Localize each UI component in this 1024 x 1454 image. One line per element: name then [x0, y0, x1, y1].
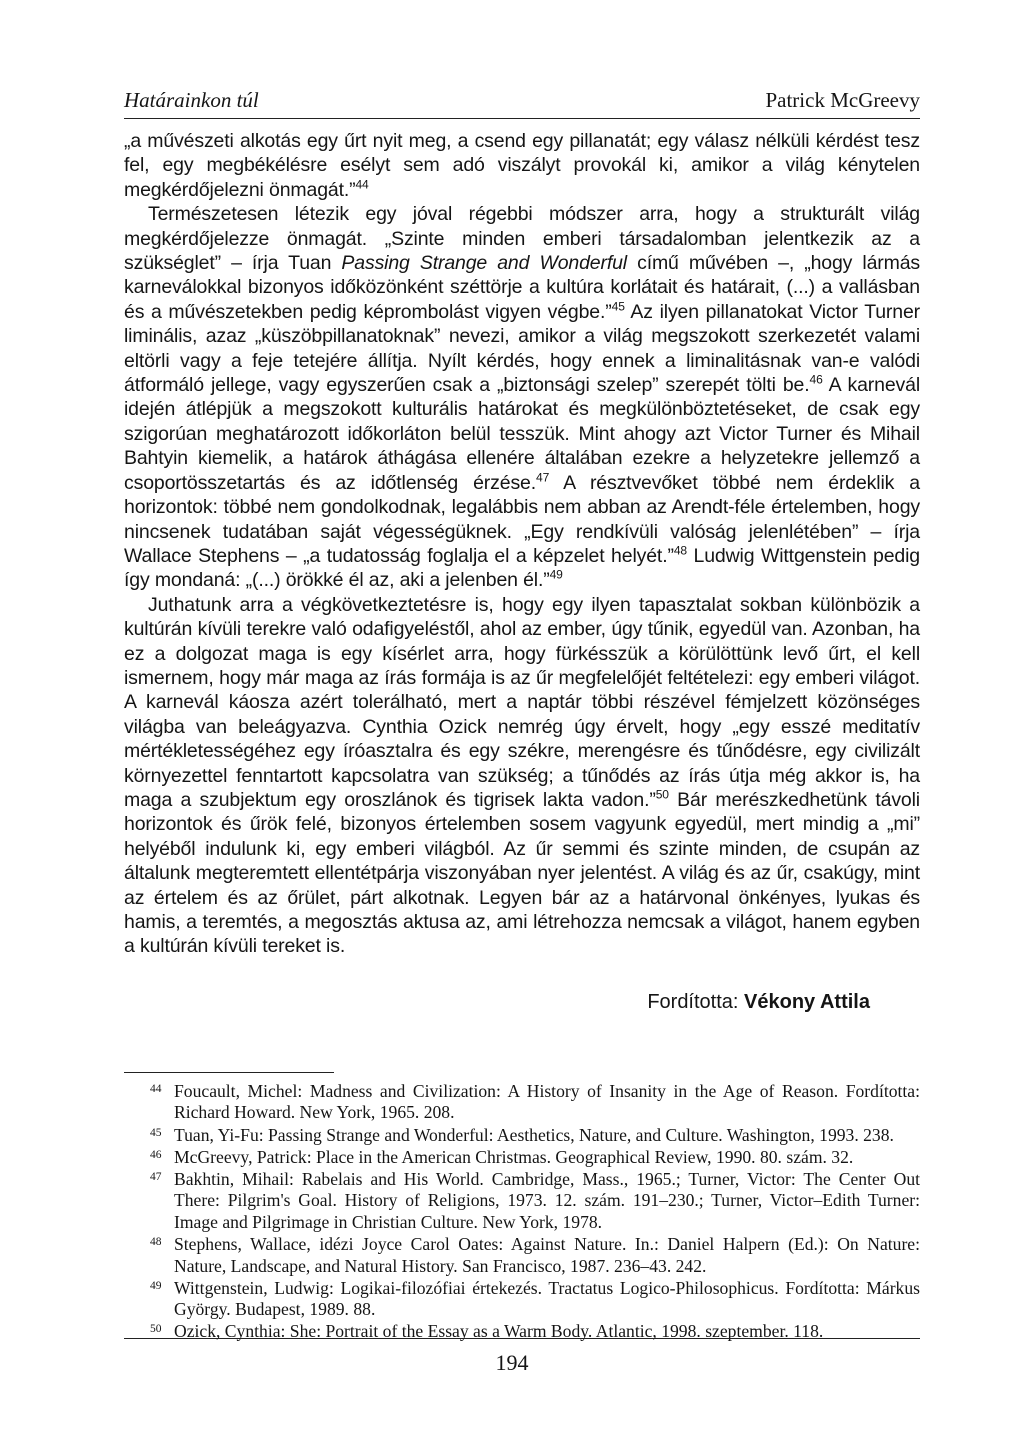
footnote-text: McGreevy, Patrick: Place in the American Christmas. Geographical Review, 1990. 80. szám. 32.	[174, 1146, 854, 1167]
text-run: Az ilyen pillanatokat Victor Turner liminális, azaz „küszöbpillanatoknak” nevezi, amikor a világ megszokott szerkezetét valami eltörli vagy a feje tetejére állítja. Nyílt kérdés, hogy ennek a liminalitásnak van-e valódi átformáló jellege, vagy egyszerűen csak a „biztonsági szelep” szerepét tölti be.	[124, 300, 921, 397]
footnote-number: 47	[150, 1170, 162, 1183]
footer-rule	[124, 1338, 920, 1339]
footnote-ref: 47	[536, 470, 550, 485]
footnote-text: Wittgenstein, Ludwig: Logikai-filozófiai értekezés. Tractatus Logico-Philosophicus. Fordította: Márkus György. Budapest, 1989. 88.	[174, 1277, 920, 1320]
footnote-text: Ozick, Cynthia: She: Portrait of the Essay as a Warm Body. Atlantic, 1998. szeptember. 118.	[174, 1321, 824, 1342]
footnote-ref: 46	[809, 372, 823, 387]
footnote-text: Foucault, Michel: Madness and Civilization: A History of Insanity in the Age of Reason. Fordította: Richard Howard. New York, 1965. 208.	[174, 1080, 920, 1123]
footnote-ref: 44	[355, 177, 369, 192]
text-run: Ludwig Wittgenstein pedig így mondaná: „(...) örökké él az, aki a jelenben él.”	[124, 544, 920, 592]
text-run: „a művészeti alkotás egy űrt nyit meg, a csend egy pillanatát; egy válasz nélküli kérdést tesz fel, egy megbékélésre esélyt sem adó viszályt provokál ki, amikor a világ kénytelen megkérdőjelezni önmagát.”	[124, 130, 920, 201]
footnote-separator	[124, 1072, 334, 1073]
page	[124, 88, 920, 1343]
text-run: A karnevál idején átlépjük a megszokott kulturális határokat és megkülönböztetéseket, de csak egy szigorúan meghatározott időkorláton belül tesszük. Mint ahogy azt Victor Turner és Mihail Bahtyin kiemelik, a határok áthágása ellenére általában ezekre a helyzetekre jellemző a csoportösszetartás és az időtlenség érzése.	[124, 374, 921, 494]
body-paragraph	[124, 593, 920, 959]
footnote-item	[124, 1234, 920, 1277]
text-run: A résztvevőket többé nem érdeklik a horizontok: többé nem gondolkodnak, legalábbis nem abban az Arendt-féle értelemben, hogy nincsenek tudatában saját végességüknek. „Egy rendkívüli valóság jelenlétében” – írja Wallace Stephens – „a tudatosság foglalja el a képzelet helyét.”	[124, 471, 920, 567]
footnote-number: 46	[150, 1148, 162, 1161]
footnote-item	[124, 1125, 920, 1147]
footnote-number: 49	[150, 1279, 162, 1292]
book-title: Passing Strange and Wonderful	[341, 252, 627, 275]
article-body	[124, 129, 920, 959]
text-run: Juthatunk arra a végkövetkeztetésre is, hogy egy ilyen tapasztalat sokban különbözik a kultúrán kívüli terekre való odafigyeléstől, ahol az ember, úgy tűnik, egyedül van. Azonban, ha ez a dolgozat maga is egy kísérlet arra, hogy fürkésszük a körülöttünk levő űrt, el kell ismernem, hogy már maga az írás formája is az űr megfelelőjét feltételezi: egy emberi világot. A karnevál káosza azért tolerálható, mert a naptár többi részével fémjelzett közönséges világba van beleágyazva. Cynthia Ozick nemrég úgy érvelt, hogy „egy esszé meditatív mértékletességéhez egy íróasztalra és egy székre, merengésre és tűnődésre, egy civilizált környezettel fenntartott kapcsolatra van szükség; a tűnődés az írás útja még akkor is, ha maga a szubjektum egy oroszlánok és tigrisek lakta vadon.”	[124, 593, 920, 811]
footnote-text: Tuan, Yi-Fu: Passing Strange and Wonderful: Aesthetics, Nature, and Culture. Washington, 1993. 238.	[174, 1124, 894, 1145]
footnote-item	[124, 1169, 920, 1234]
body-paragraph	[124, 129, 920, 202]
running-header	[124, 88, 920, 119]
footnote-item	[124, 1081, 920, 1124]
body-paragraph	[124, 202, 920, 593]
translator-credit	[124, 991, 920, 1014]
header-title: Határainkon túl	[124, 88, 259, 112]
footnote-ref: 49	[549, 567, 563, 582]
translator-label: Fordította:	[647, 990, 745, 1013]
translator-name: Vékony Attila	[744, 990, 870, 1013]
footnote-number: 48	[150, 1235, 162, 1248]
footnote-text: Bakhtin, Mihail: Rabelais and His World. Cambridge, Mass., 1965.; Turner, Victor: The Center Out There: Pilgrim's Goal. History of Religions, 1973. 12. szám. 191–230.; Turner, Victor–Edith Turner: Image and Pilgrimage in Christian Culture. New York, 1978.	[174, 1168, 920, 1232]
footnote-number: 45	[150, 1126, 162, 1139]
footnote-ref: 50	[655, 787, 669, 802]
footnote-item	[124, 1278, 920, 1321]
header-author: Patrick McGreevy	[765, 88, 920, 112]
text-run: Bár merészkedhetünk távoli horizontok és űrök felé, bizonyos értelemben sosem vagyunk egyedül, mert mindig a „mi” helyéből indulunk ki, egy emberi világból. Az űr semmi és szinte minden, de csupán az általunk megteremtett ellentétpárja viszonyában nyer jelentést. A világ és az űr, csakúgy, mint az értelem és az őrület, párt alkotnak. Legyen bár az a határvonal önkényes, lyukas és hamis, a teremtés, a megosztás aktusa az, ami létrehozza nemcsak a világot, hanem egyben a kultúrán kívüli tereket is.	[124, 788, 920, 958]
footnote-text: Stephens, Wallace, idézi Joyce Carol Oates: Against Nature. In.: Daniel Halpern (Ed.): On Nature: Nature, Landscape, and Natural History. San Francisco, 1987. 236–43. 242.	[174, 1233, 920, 1276]
footnote-number: 44	[150, 1082, 162, 1095]
footnote-number: 50	[150, 1323, 162, 1336]
footnote-ref: 45	[611, 299, 625, 314]
text-run: című művében –, „hogy lármás karneválokkal bizonyos időközönként széttörje a kultúra korlátait és határait, (...) a vallásban és a művészetekben pedig képrombolást vigyen végbe.”	[124, 252, 921, 323]
footnote-item	[124, 1321, 920, 1343]
footnote-item	[124, 1147, 920, 1169]
page-number: 194	[495, 1350, 529, 1375]
footnote-ref: 48	[673, 543, 687, 558]
footnotes	[124, 1081, 920, 1343]
text-run: Természetesen létezik egy jóval régebbi módszer arra, hogy a strukturált világ megkérdőjelezze önmagát. „Szinte minden emberi társadalomban jelentkezik az a szükséglet” – írja Tuan	[124, 203, 920, 275]
